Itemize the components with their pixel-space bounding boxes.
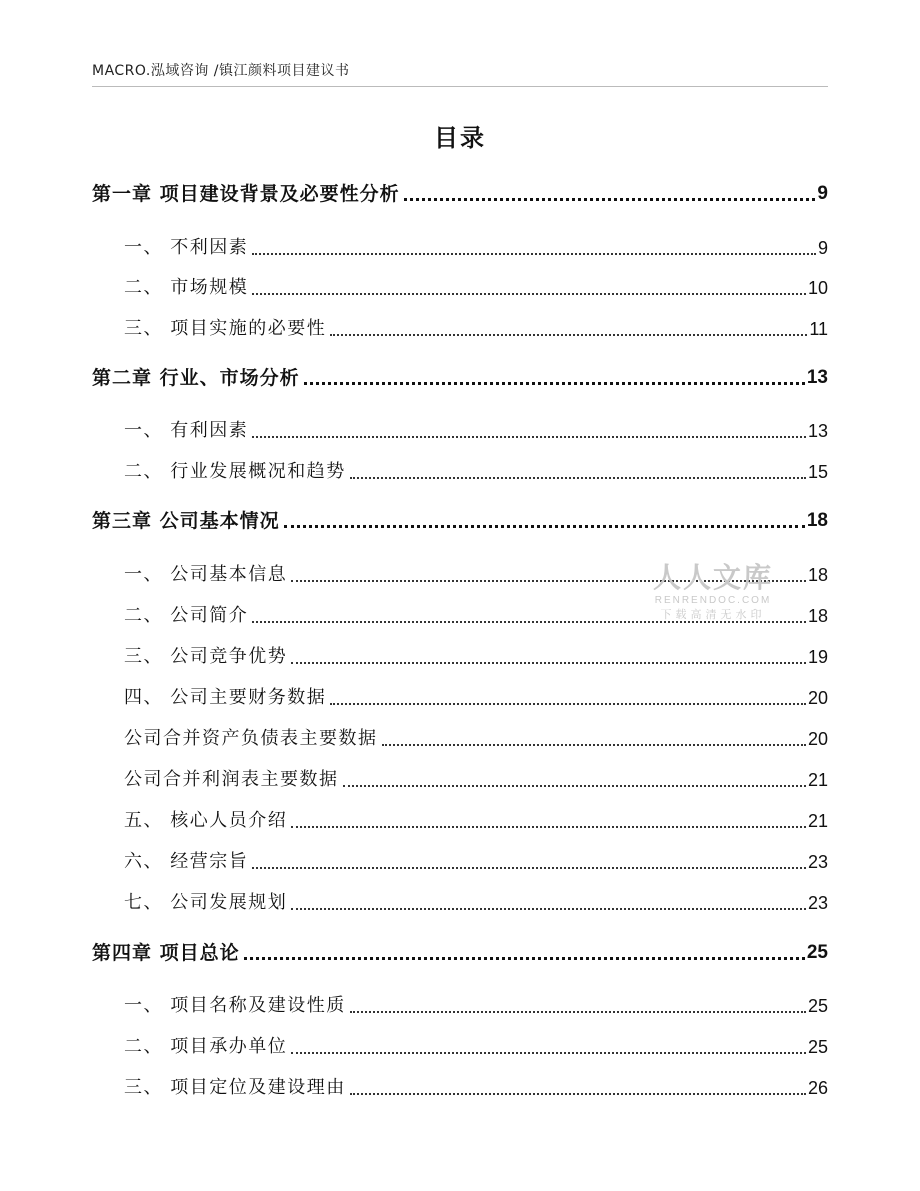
toc-entry-label: 二、 市场规模 [124, 277, 249, 298]
toc-dot-leader [350, 1011, 806, 1013]
toc-title: 目录 [434, 124, 486, 152]
toc-section-entry[interactable] [92, 1076, 828, 1100]
toc-dot-leader [330, 334, 807, 336]
toc-entry-label: 五、 核心人员介绍 [124, 810, 288, 831]
toc-dot-leader [252, 436, 806, 438]
toc-entry-label: 六、 经营宗旨 [124, 851, 249, 872]
toc-section-entry[interactable] [92, 1035, 828, 1059]
toc-entry-label: 一、 有利因素 [124, 420, 249, 441]
toc-section-entry[interactable] [92, 686, 828, 710]
toc-page-number: 11 [809, 319, 828, 339]
toc-entry-label: 七、 公司发展规划 [124, 892, 288, 913]
watermark-url-text: RENRENDOC.COM [654, 595, 772, 606]
toc-page-number: 9 [817, 238, 828, 258]
toc-chapter-entry[interactable] [92, 941, 828, 965]
toc-page-number: 18 [806, 510, 828, 531]
toc-section-entry[interactable] [92, 236, 828, 260]
toc-dot-leader [291, 826, 806, 828]
toc-chapter-entry[interactable] [92, 509, 828, 533]
toc-entry-label: 三、 项目实施的必要性 [124, 318, 327, 339]
toc-section-entry[interactable] [92, 768, 828, 792]
toc-page-number: 15 [807, 462, 828, 482]
watermark-tagline-text: 下载高清无水印 [660, 608, 766, 621]
toc-section-entry[interactable] [92, 850, 828, 874]
toc-page-number: 25 [806, 942, 828, 963]
toc-entry-label: 第一章 项目建设背景及必要性分析 [92, 183, 400, 205]
toc-entry-label: 一、 公司基本信息 [124, 564, 288, 585]
toc-entry-label: 第二章 行业、市场分析 [92, 367, 300, 389]
toc-dot-leader [252, 621, 806, 623]
toc-page-number: 18 [807, 606, 828, 626]
toc-entry-label: 第三章 公司基本情况 [92, 510, 280, 532]
toc-dot-leader [291, 908, 806, 910]
toc-section-entry[interactable] [92, 460, 828, 484]
toc-entry-label: 三、 项目定位及建设理由 [124, 1077, 346, 1098]
toc-chapter-entry[interactable] [92, 366, 828, 390]
toc-page-number: 21 [807, 811, 828, 831]
toc-section-entry[interactable] [92, 419, 828, 443]
toc-entry-label: 二、 项目承办单位 [124, 1036, 288, 1057]
toc-dot-leader [252, 867, 806, 869]
toc-dot-leader [350, 1093, 806, 1095]
toc-dot-leader [350, 477, 806, 479]
toc-section-entry[interactable] [92, 727, 828, 751]
toc-page-number: 25 [807, 996, 828, 1016]
toc-entry-label: 一、 不利因素 [124, 237, 249, 258]
toc-page-number: 10 [807, 278, 828, 298]
toc-page-number: 23 [807, 852, 828, 872]
toc-entry-label: 公司合并利润表主要数据 [124, 769, 339, 790]
toc-chapter-entry[interactable] [92, 182, 828, 206]
toc-section-entry[interactable] [92, 645, 828, 669]
document-header: MACRO.泓域咨询 /镇江颜料项目建议书 [92, 63, 350, 79]
toc-page-number: 20 [807, 688, 828, 708]
toc-page-number: 21 [807, 770, 828, 790]
toc-section-entry[interactable] [92, 994, 828, 1018]
toc-page-number: 18 [807, 565, 828, 585]
toc-page-number: 25 [807, 1037, 828, 1057]
toc-page-number: 23 [807, 893, 828, 913]
toc-section-entry[interactable] [92, 604, 828, 628]
watermark-main-text: 人人文库 [652, 561, 773, 594]
toc-dot-leader [404, 198, 816, 201]
toc-dot-leader [291, 580, 806, 582]
toc-dot-leader [343, 785, 806, 787]
toc-page-number: 26 [807, 1078, 828, 1098]
toc-section-entry[interactable] [92, 276, 828, 300]
header-divider [92, 86, 828, 87]
toc-entry-label: 二、 行业发展概况和趋势 [124, 461, 346, 482]
toc-dot-leader [284, 525, 805, 528]
toc-dot-leader [330, 703, 806, 705]
toc-dot-leader [291, 662, 806, 664]
toc-section-entry[interactable] [92, 563, 828, 587]
toc-entry-label: 第四章 项目总论 [92, 942, 240, 964]
toc-dot-leader [304, 382, 805, 385]
toc-page-number: 13 [806, 367, 828, 388]
toc-section-entry[interactable] [92, 317, 828, 341]
toc-entry-label: 四、 公司主要财务数据 [124, 687, 327, 708]
toc-dot-leader [244, 957, 805, 960]
toc-section-entry[interactable] [92, 809, 828, 833]
toc-entry-label: 三、 公司竞争优势 [124, 646, 288, 667]
toc-entry-label: 二、 公司简介 [124, 605, 249, 626]
toc-page-number: 19 [807, 647, 828, 667]
toc-entry-label: 公司合并资产负债表主要数据 [124, 728, 378, 749]
toc-page-number: 13 [807, 421, 828, 441]
toc-entry-label: 一、 项目名称及建设性质 [124, 995, 346, 1016]
toc-dot-leader [382, 744, 806, 746]
toc-page-number: 20 [807, 729, 828, 749]
toc-dot-leader [291, 1052, 806, 1054]
toc-dot-leader [252, 293, 806, 295]
toc-dot-leader [252, 253, 816, 255]
toc-page-number: 9 [817, 183, 828, 204]
toc-section-entry[interactable] [92, 891, 828, 915]
